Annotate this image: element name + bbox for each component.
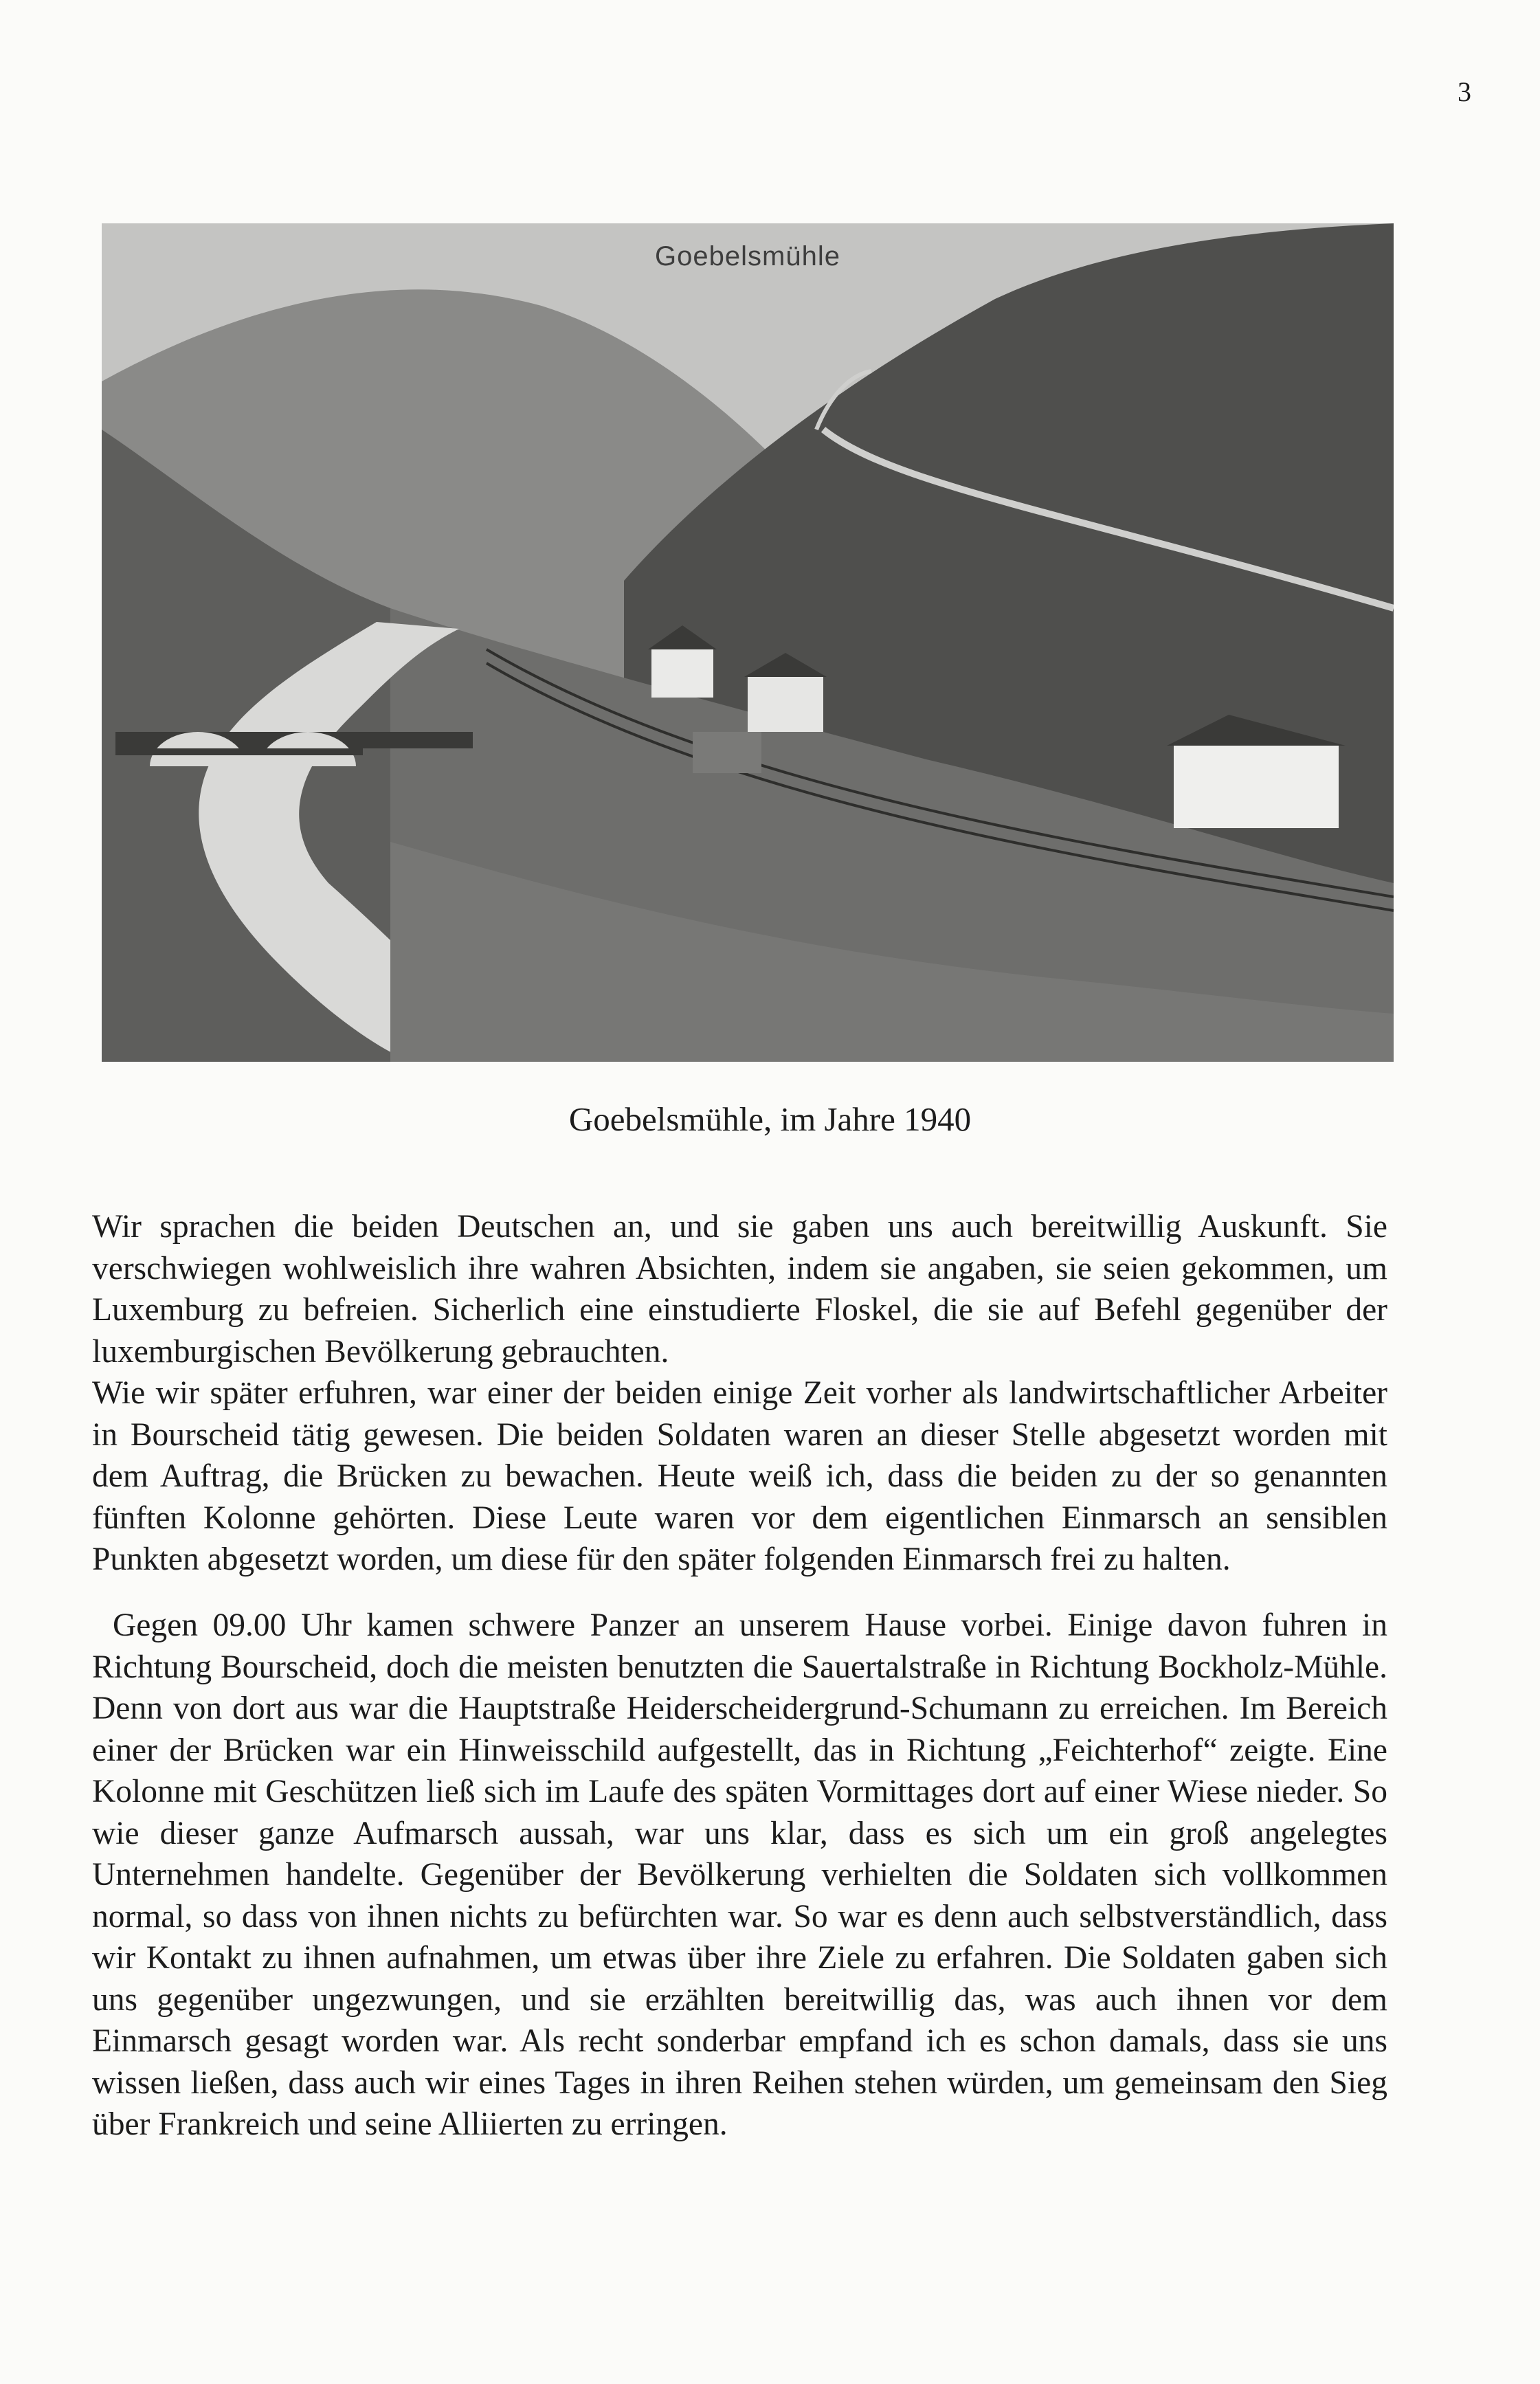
paragraph-1b: Wie wir später erfuhren, war einer der beiden einige Zeit vorher als landwirtschaftlicher Arbeiter in Bourscheid tätig gewesen. Die beiden Soldaten waren an dieser Stelle abgesetzt worden mit dem Auftrag, die Brücken zu bewachen. Heute weiß ich, dass die beiden zu der so genannten fünften Kolonne gehörten. Diese Leute waren vor dem eigentlichen Einmarsch an sensiblen Punkten abgesetzt worden, um diese für den später folgenden Einmarsch frei zu halten. (92, 1375, 1387, 1577)
paragraph-2 (92, 1605, 1387, 2146)
historic-photo-goebelsmuehle (102, 223, 1394, 1062)
page-number: 3 (1458, 76, 1471, 107)
paragraph-2-text: Gegen 09.00 Uhr kamen schwere Panzer an unserem Hause vorbei. Einige davon fuhren in Richtung Bourscheid, doch die meisten benutzten die Sauertalstraße in Richtung Bockholz-Mühle. Denn von dort aus war die Hauptstraße Heiderscheidergrund-Schumann zu erreichen. Im Bereich einer der Brücken war ein Hinweisschild aufgestellt, das in Richtung „Feichterhof“ zeigte. Eine Kolonne mit Geschützen ließ sich im Laufe des späten Vormittages dort auf einer Wiese nieder. So wie dieser ganze Aufmarsch aussah, war uns klar, dass es sich um ein groß angelegtes Unternehmen handelte. Gegenüber der Bevölkerung verhielten die Soldaten sich vollkommen normal, so dass von ihnen nichts zu befürchten war. So war es denn auch selbstverständlich, dass wir Kontakt zu ihnen aufnahmen, um etwas über ihre Ziele zu erfahren. Die Soldaten gaben sich uns gegenüber ungezwungen, und sie erzählten bereitwillig das, was auch ihnen vor dem Einmarsch gesagt worden war. Als recht sonderbar empfand ich es schon damals, dass sie uns wissen ließen, dass auch wir eines Tages in ihren Reihen stehen würden, um gemeinsam den Sieg über Frankreich und seine Alliierten zu erringen. (92, 1607, 1387, 2142)
photo-inner-label: Goebelsmühle (655, 241, 840, 271)
paragraph-1 (92, 1206, 1387, 1581)
photo-caption: Goebelsmühle, im Jahre 1940 (568, 1100, 972, 1138)
paragraph-1a: Wir sprachen die beiden Deutschen an, und sie gaben uns auch bereitwillig Auskunft. Sie verschwiegen wohlweislich ihre wahren Absichten, indem sie angaben, sie seien gekommen, um Luxemburg zu befreien. Sicherlich eine einstudierte Floskel, die sie auf Befehl gegenüber der luxemburgischen Bevölkerung gebrauchten. (92, 1209, 1387, 1370)
valley-landscape-illustration (102, 223, 1394, 1062)
